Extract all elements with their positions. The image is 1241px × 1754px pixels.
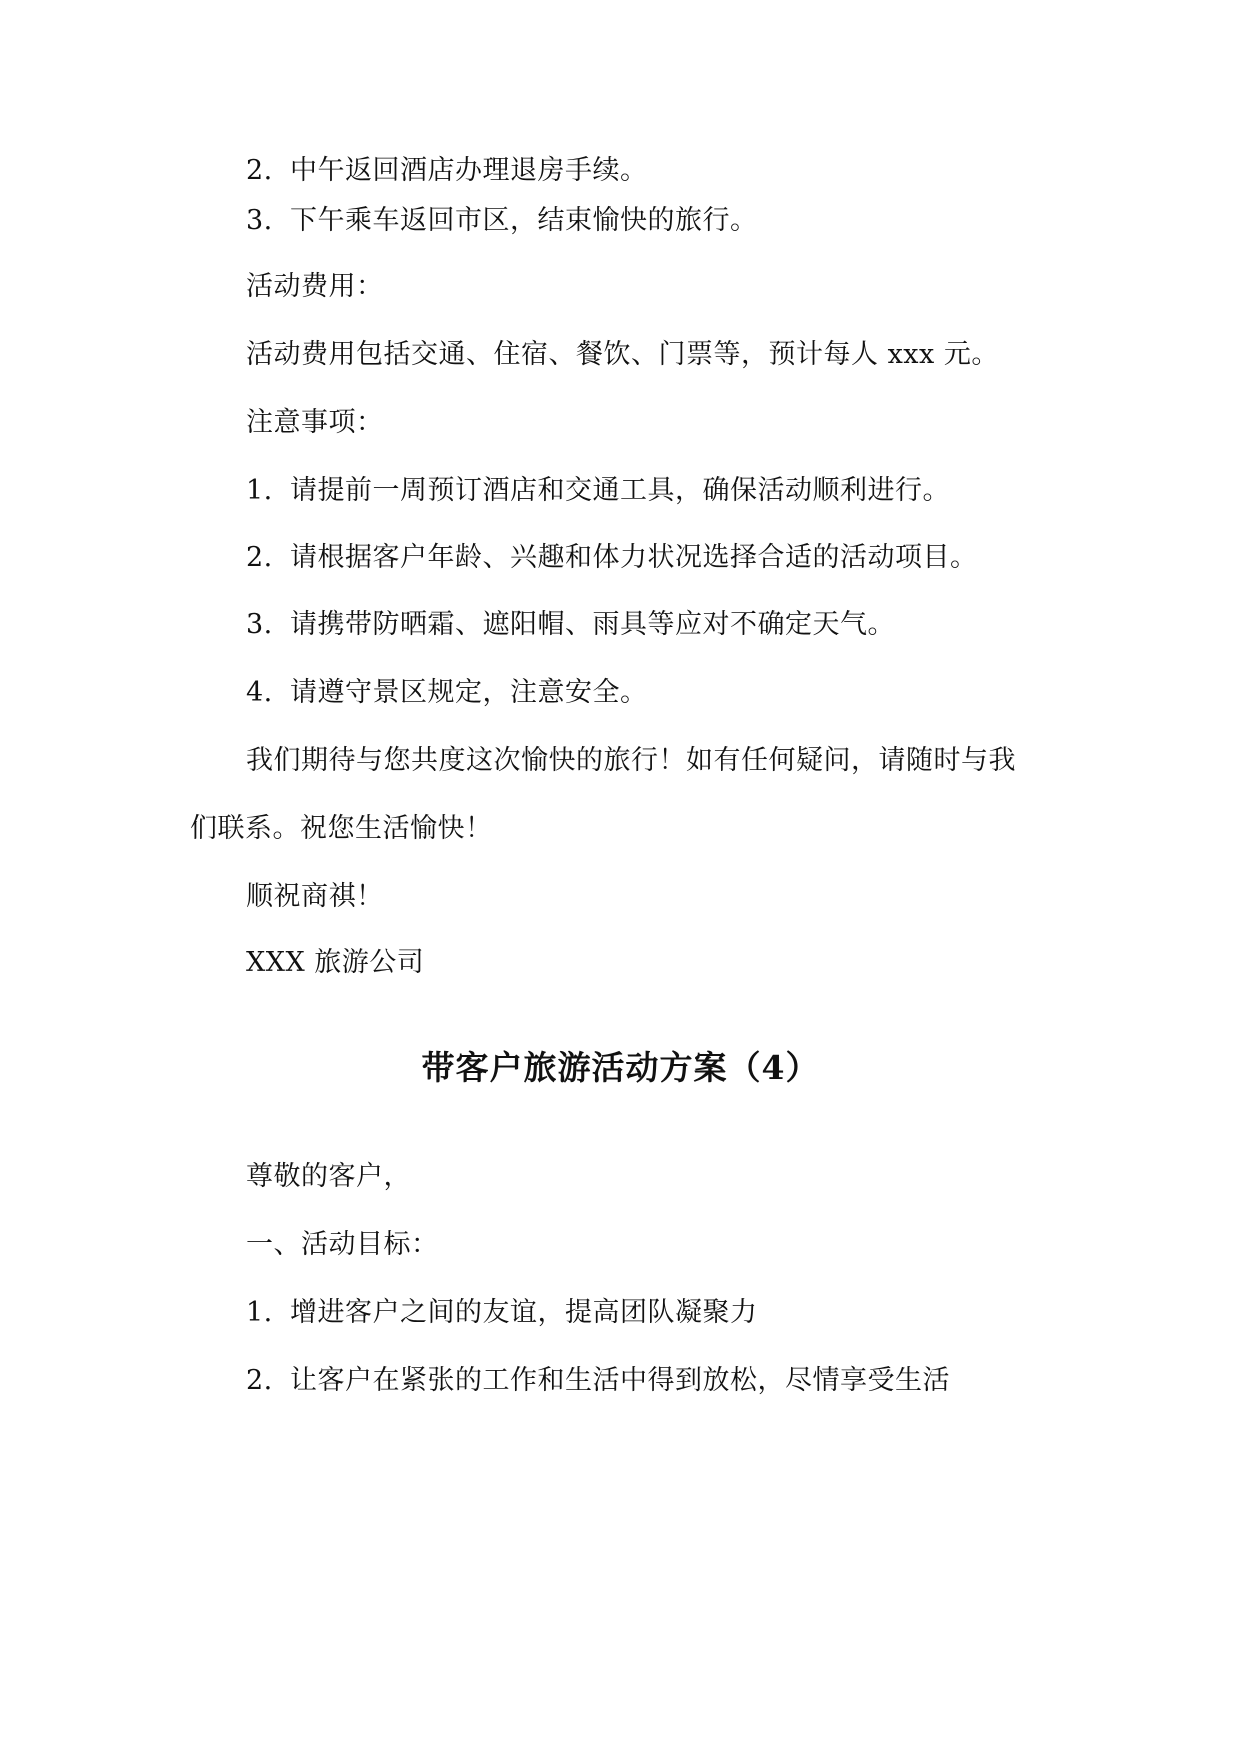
list-number: 2. (246, 542, 273, 573)
greeting: 尊敬的客户， (246, 1161, 411, 1192)
list-item (246, 608, 895, 642)
list-item (246, 1364, 950, 1398)
list-item (246, 541, 978, 575)
signature: XXX 旅游公司 (246, 947, 425, 978)
list-number: 3. (246, 609, 273, 640)
list-item (246, 154, 648, 188)
notes-heading: 注意事项： (246, 407, 384, 438)
section-title: 带客户旅游活动方案（4） (421, 1048, 820, 1087)
list-number: 1. (246, 475, 273, 506)
list-number: 1. (246, 1297, 273, 1328)
fee-heading: 活动费用： (246, 271, 384, 302)
list-text: 让客户在紧张的工作和生活中得到放松，尽情享受生活 (290, 1365, 950, 1396)
fee-paragraph: 活动费用包括交通、住宿、餐饮、门票等，预计每人 xxx 元。 (246, 339, 999, 370)
list-number: 4. (246, 677, 273, 708)
goals-heading: 一、活动目标： (246, 1229, 439, 1260)
list-text: 请提前一周预订酒店和交通工具，确保活动顺利进行。 (290, 475, 950, 506)
list-text: 中午返回酒店办理退房手续。 (290, 155, 648, 186)
list-text: 增进客户之间的友谊，提高团队凝聚力 (290, 1297, 758, 1328)
list-item (246, 204, 758, 238)
list-item (246, 474, 950, 508)
closing-paragraph-line1: 我们期待与您共度这次愉快的旅行！如有任何疑问，请随时与我 (246, 745, 1016, 776)
list-text: 请携带防晒霜、遮阳帽、雨具等应对不确定天气。 (290, 609, 895, 640)
list-number: 2. (246, 1365, 273, 1396)
list-number: 3. (246, 205, 273, 236)
list-text: 请遵守景区规定，注意安全。 (290, 677, 648, 708)
list-number: 2. (246, 155, 273, 186)
closing-paragraph-line2: 们联系。祝您生活愉快！ (190, 813, 493, 844)
list-text: 下午乘车返回市区，结束愉快的旅行。 (290, 205, 758, 236)
list-text: 请根据客户年龄、兴趣和体力状况选择合适的活动项目。 (290, 542, 978, 573)
list-item (246, 1296, 758, 1330)
list-item (246, 676, 648, 710)
regards: 顺祝商祺！ (246, 881, 384, 912)
